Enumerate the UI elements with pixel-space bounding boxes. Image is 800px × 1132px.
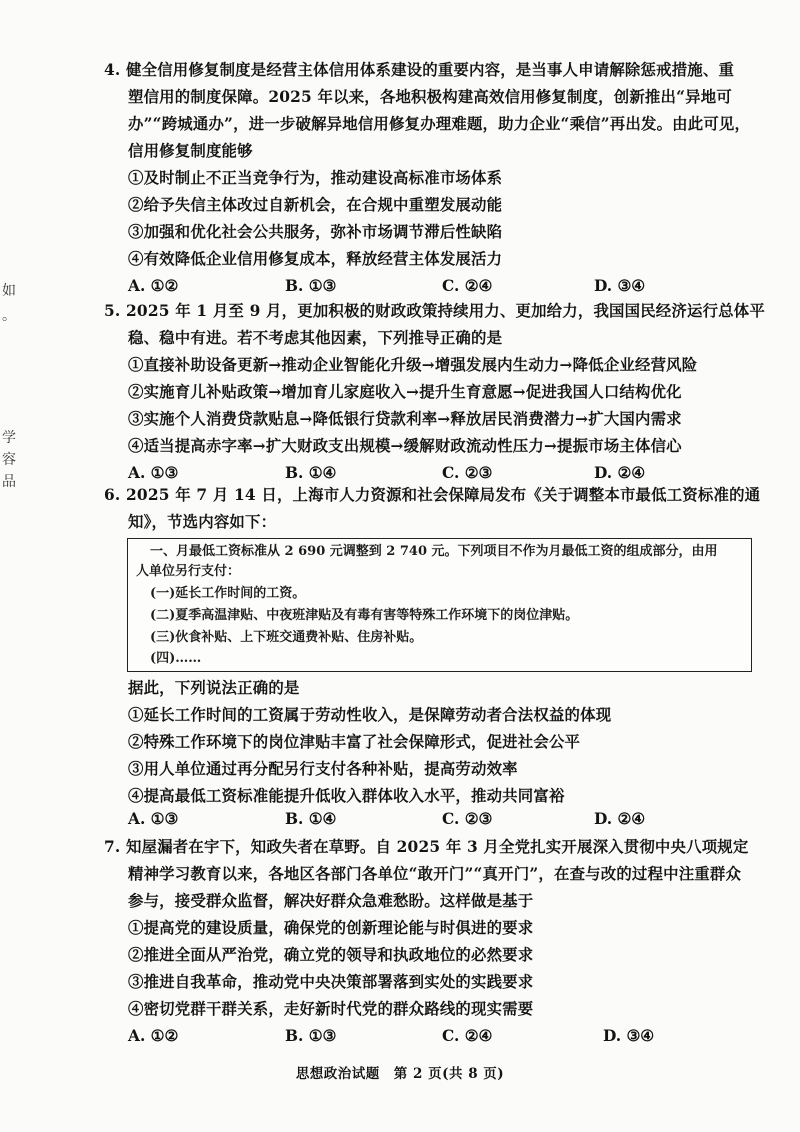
option-a[interactable]: A. ①③ <box>128 810 179 828</box>
notice-line: (四)…… <box>150 651 202 666</box>
question-6-statement: ②特殊工作环境下的岗位津贴丰富了社会保障形式，促进社会公平 <box>128 733 581 751</box>
option-d[interactable]: D. ②④ <box>594 464 646 482</box>
question-7-statement: ①提高党的建设质量，确保党的创新理论能与时俱进的要求 <box>128 919 534 937</box>
question-6-options <box>128 807 748 831</box>
option-c[interactable]: C. ②④ <box>442 1027 493 1045</box>
question-7-stem-line: 7. 知屋漏者在宇下，知政失者在草野。自 2025 年 3 月全党扎实开展深入贯彻中央八项规定 <box>104 838 749 856</box>
question-7-statement: ②推进全面从严治党，确立党的领导和执政地位的必然要求 <box>128 946 534 964</box>
question-5-statement: ④适当提高赤字率→扩大财政支出规模→缓解财政流动性压力→提振市场主体信心 <box>128 437 682 455</box>
margin-mark: 。 <box>2 308 16 324</box>
margin-mark: 品 <box>2 474 16 490</box>
option-b[interactable]: B. ①④ <box>285 464 337 482</box>
margin-mark: 容 <box>2 452 16 468</box>
option-d[interactable]: D. ③④ <box>603 1027 655 1045</box>
option-a[interactable]: A. ①③ <box>128 464 179 482</box>
option-d[interactable]: D. ③④ <box>594 277 646 295</box>
notice-line: (一)延长工作时间的工资。 <box>150 586 306 601</box>
question-6-stem-line: 6. 2025 年 7 月 14 日，上海市人力资源和社会保障局发布《关于调整本市最低工资标准的通 <box>104 486 761 504</box>
question-5-options <box>128 461 748 485</box>
question-4-options <box>128 274 748 298</box>
question-6-statement: ①延长工作时间的工资属于劳动性收入，是保障劳动者合法权益的体现 <box>128 706 612 724</box>
question-6-statement: ④提高最低工资标准能提升低收入群体收入水平，推动共同富裕 <box>128 787 565 805</box>
option-b[interactable]: B. ①③ <box>285 1027 337 1045</box>
notice-line: (二)夏季高温津贴、中夜班津贴及有毒有害等特殊工作环境下的岗位津贴。 <box>150 608 579 623</box>
question-5-statement: ①直接补助设备更新→推动企业智能化升级→增强发展内生动力→降低企业经营风险 <box>128 356 698 374</box>
margin-mark: 如 <box>2 283 16 299</box>
question-5-statement: ②实施育儿补贴政策→增加育儿家庭收入→提升生育意愿→促进我国人口结构优化 <box>128 383 682 401</box>
notice-line: 一、月最低工资标准从 2 690 元调整到 2 740 元。下列项目不作为月最低工资的组成部分，由用 <box>150 544 718 559</box>
question-4-statement: ①及时制止不正当竞争行为，推动建设高标准市场体系 <box>128 169 503 187</box>
question-4-stem-line: 塑信用的制度保障。2025 年以来，各地积极构建高效信用修复制度，创新推出“异地可 <box>128 88 732 106</box>
question-4-statement: ④有效降低企业信用修复成本，释放经营主体发展活力 <box>128 250 503 268</box>
option-c[interactable]: C. ②③ <box>442 810 493 828</box>
page-footer: 思想政治试题 第 2 页(共 8 页) <box>295 1066 505 1082</box>
question-6-prompt: 据此，下列说法正确的是 <box>128 679 300 697</box>
question-4-stem-line: 信用修复制度能够 <box>128 142 253 160</box>
question-6-statement: ③用人单位通过再分配另行支付各种补贴，提高劳动效率 <box>128 760 518 778</box>
question-7-statement: ③推进自我革命，推动党中央决策部署落到实处的实践要求 <box>128 973 534 991</box>
question-7-statement: ④密切党群干群关系，走好新时代党的群众路线的现实需要 <box>128 1000 534 1018</box>
option-a[interactable]: A. ①② <box>128 1027 179 1045</box>
question-4-statement: ②给予失信主体改过自新机会，在合规中重塑发展动能 <box>128 196 503 214</box>
question-7-stem-line: 参与，接受群众监督，解决好群众急难愁盼。这样做是基于 <box>128 892 534 910</box>
question-6-stem-line: 知》，节选内容如下： <box>128 513 277 531</box>
notice-line: (三)伙食补贴、上下班交通费补贴、住房补贴。 <box>150 630 423 645</box>
option-b[interactable]: B. ①④ <box>285 810 337 828</box>
question-5-stem-line: 稳、稳中有进。若不考虑其他因素，下列推导正确的是 <box>128 329 503 347</box>
question-5-statement: ③实施个人消费贷款贴息→降低银行贷款利率→释放居民消费潜力→扩大国内需求 <box>128 410 682 428</box>
question-7-stem-line: 精神学习教育以来，各地区各部门各单位“敢开门”“真开门”，在查与改的过程中注重群众 <box>128 865 742 883</box>
option-b[interactable]: B. ①③ <box>285 277 337 295</box>
option-a[interactable]: A. ①② <box>128 277 179 295</box>
option-c[interactable]: C. ②④ <box>442 277 493 295</box>
margin-mark: 学 <box>2 430 16 446</box>
minimum-wage-notice-excerpt <box>127 538 752 672</box>
notice-line: 人单位另行支付： <box>136 564 241 579</box>
option-c[interactable]: C. ②③ <box>442 464 493 482</box>
question-7-options <box>128 1024 748 1048</box>
question-4-statement: ③加强和优化社会公共服务，弥补市场调节滞后性缺陷 <box>128 223 503 241</box>
question-4-stem-line: 办”“跨城通办”，进一步破解异地信用修复办理难题，助力企业“乘信”再出发。由此可见， <box>128 115 751 133</box>
option-d[interactable]: D. ②④ <box>594 810 646 828</box>
question-5-stem-line: 5. 2025 年 1 月至 9 月，更加积极的财政政策持续用力、更加给力，我国国民经济运行总体平 <box>104 302 765 320</box>
question-4-stem-line: 4. 健全信用修复制度是经营主体信用体系建设的重要内容，是当事人申请解除惩戒措施、重 <box>104 61 735 79</box>
